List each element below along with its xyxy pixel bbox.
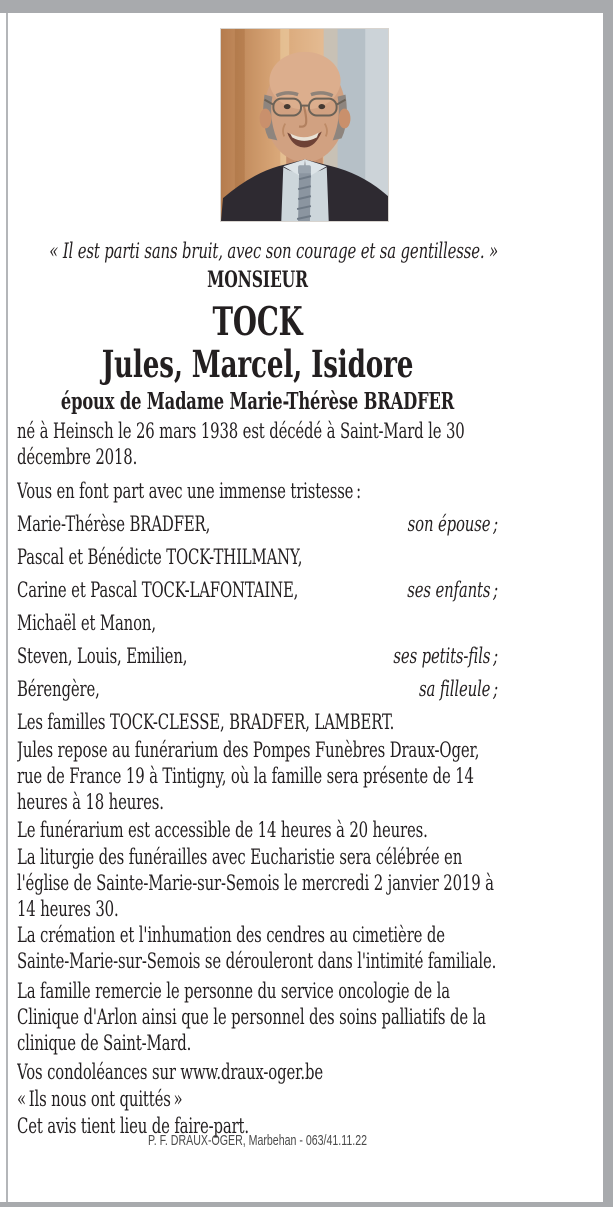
deceased-given-names: Jules, Marcel, Isidore xyxy=(101,342,414,386)
family-row xyxy=(17,673,498,706)
relative-relation: ses enfants ; xyxy=(407,578,499,602)
civility-title: MONSIEUR xyxy=(207,267,308,293)
birth-death-line: né à Heinsch le 26 mars 1938 est décédé à Saint-Mard le 30 décembre 2018. xyxy=(17,419,465,469)
relative-relation: ses petits-fils ; xyxy=(393,644,499,668)
notice-paragraph: Jules repose au funérarium des Pompes Funèbres Draux-Oger, rue de France 19 à Tintigny, où la famille sera présente de 14 heures à 18 heures. xyxy=(17,738,480,814)
condolences-line: Vos condoléances sur www.draux-oger.be xyxy=(17,1060,324,1084)
relative-relation: sa filleule ; xyxy=(419,677,499,701)
deceased-surname: TOCK xyxy=(212,299,303,345)
faire-part-line: Cet avis tient lieu de faire-part. xyxy=(17,1114,249,1138)
notice-paragraph: Le funérarium est accessible de 14 heures à 20 heures. xyxy=(17,818,428,842)
relative-names: Carine et Pascal TOCK-LAFONTAINE, xyxy=(17,578,299,602)
epitaph-quote: « Il est parti sans bruit, avec son courage et sa gentillesse. » xyxy=(49,239,499,263)
families-line: Les familles TOCK-CLESSE, BRADFER, LAMBERT. xyxy=(17,710,395,734)
family-row xyxy=(17,508,498,541)
obituary-notice xyxy=(17,0,498,1207)
frame-right-band xyxy=(603,0,613,1207)
relative-names: Bérengère, xyxy=(17,677,100,701)
family-row xyxy=(17,541,498,574)
motto-line: « Ils nous ont quittés » xyxy=(17,1087,183,1111)
spouse-line: époux de Madame Marie-Thérèse BRADFER xyxy=(60,388,455,415)
relative-names: Marie-Thérèse BRADFER, xyxy=(17,512,211,536)
notice-paragraph: La famille remercie le personne du service oncologie de la Clinique d'Arlon ainsi que le personnel des soins palliatifs de la clinique de Saint-Mard. xyxy=(17,979,486,1055)
family-row xyxy=(17,607,498,640)
frame-left-rule xyxy=(6,13,8,1202)
notice-paragraph: La liturgie des funérailles avec Eucharistie sera célébrée en l'église de Sainte-Marie-sur-Semois le mercredi 2 janvier 2019 à 14 heures 30. xyxy=(17,845,494,921)
relative-names: Michaël et Manon, xyxy=(17,611,156,635)
notice-paragraph: La crémation et l'inhumation des cendres au cimetière de Sainte-Marie-sur-Semois se dérouleront dans l'intimité familiale. xyxy=(17,923,497,973)
announcement-line: Vous en font part avec une immense tristesse : xyxy=(17,479,362,503)
family-row xyxy=(17,640,498,673)
relative-names: Pascal et Bénédicte TOCK-THILMANY, xyxy=(17,545,303,569)
family-list xyxy=(17,508,498,706)
family-row xyxy=(17,574,498,607)
relative-names: Steven, Louis, Emilien, xyxy=(17,644,188,668)
relative-relation: son épouse ; xyxy=(407,512,499,536)
funeral-home-footer: P. F. DRAUX-OGER, Marbehan - 063/41.11.22 xyxy=(148,1132,368,1149)
